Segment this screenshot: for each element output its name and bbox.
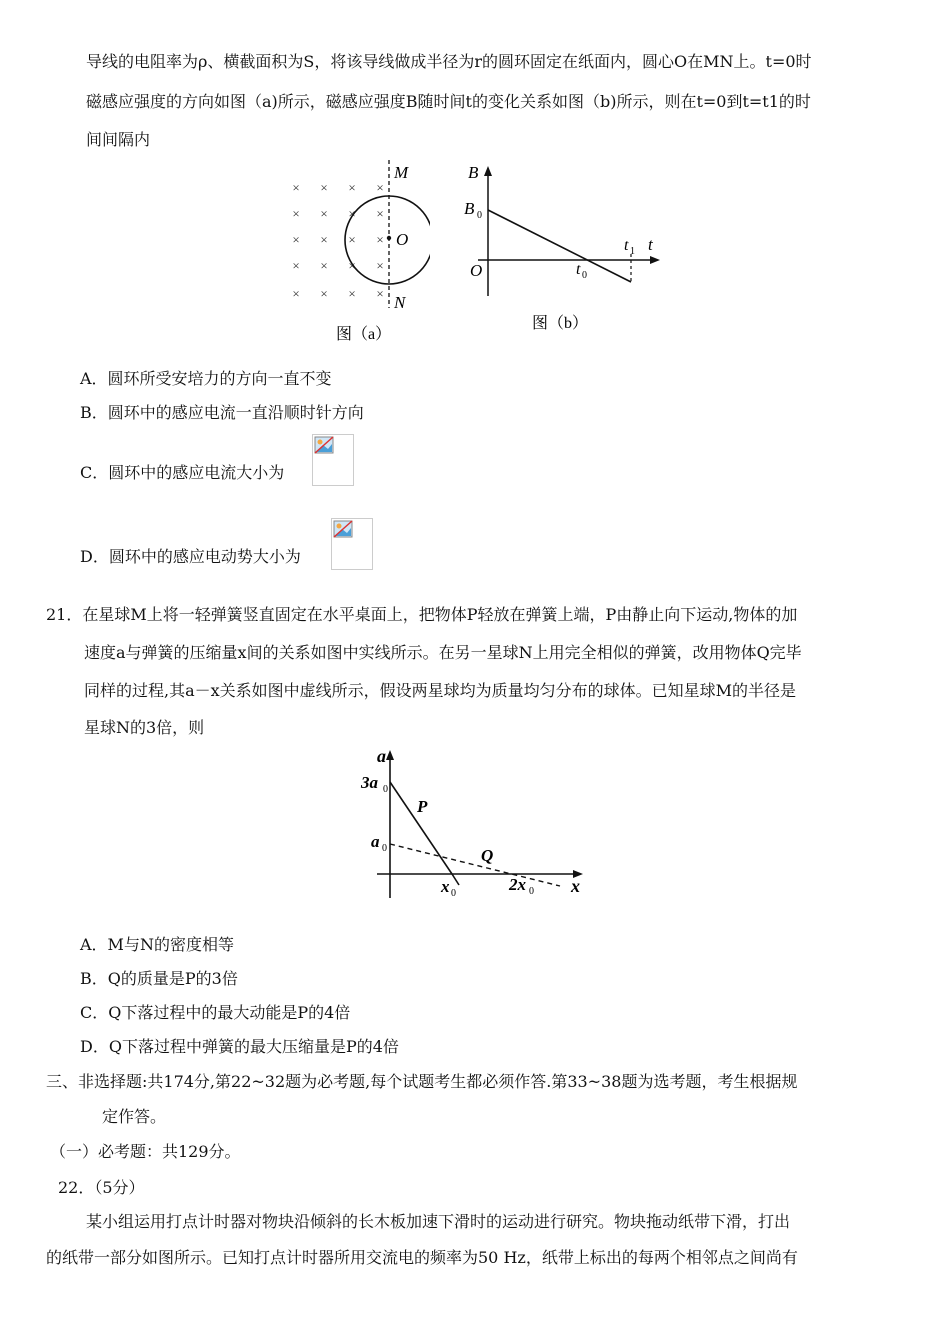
p-solid-extension bbox=[452, 874, 459, 885]
b0-sub: 0 bbox=[477, 210, 482, 221]
b-t-line bbox=[488, 210, 631, 282]
label-x0: x bbox=[441, 877, 450, 896]
q20-option-d: D．圆环中的感应电动势大小为 bbox=[80, 547, 301, 566]
figure-a-magnetic-field bbox=[280, 158, 430, 348]
section-3-subheading: （一）必考题：共129分。 bbox=[50, 1142, 241, 1161]
x-axis-arrow bbox=[650, 256, 660, 264]
field-cross: × bbox=[348, 286, 356, 301]
field-cross: × bbox=[376, 232, 384, 247]
a-x-graph bbox=[355, 740, 595, 905]
figure-b-b-t-graph bbox=[462, 158, 672, 338]
figure-a-caption: 图（a） bbox=[336, 326, 392, 343]
field-cross: × bbox=[320, 258, 328, 273]
field-cross: × bbox=[348, 180, 356, 195]
label-n: N bbox=[394, 293, 406, 312]
field-cross: × bbox=[348, 232, 356, 247]
q20-stem-line-1: 导线的电阻率为ρ、横截面积为S，将该导线做成半径为r的圆环固定在纸面内，圆心O在MN上。t=0时 bbox=[86, 52, 812, 71]
field-cross: × bbox=[292, 232, 300, 247]
q20-option-c: C．圆环中的感应电流大小为 bbox=[80, 463, 285, 482]
q21-option-d: D．Q下落过程中弹簧的最大压缩量是P的4倍 bbox=[80, 1037, 399, 1056]
b0-label: B bbox=[464, 199, 475, 218]
t1-sub: 1 bbox=[630, 246, 635, 257]
field-cross: × bbox=[320, 232, 328, 247]
field-cross: × bbox=[292, 206, 300, 221]
section-3-heading: 三、非选择题:共174分,第22~32题为必考题,每个试题考生都必须作答.第33~38题为选考题，考生根据规 bbox=[46, 1072, 798, 1091]
q21-option-b: B．Q的质量是P的3倍 bbox=[80, 969, 238, 988]
q21-stem-line-2: 速度a与弹簧的压缩量x间的关系如图中实线所示。在另一星球N上用完全相似的弹簧，改用物体Q完毕 bbox=[84, 643, 802, 662]
center-dot bbox=[387, 236, 391, 240]
t0-label: t bbox=[576, 261, 581, 278]
figure-b-caption: 图（b） bbox=[532, 315, 589, 332]
field-cross: × bbox=[292, 258, 300, 273]
label-3a0-sub: 0 bbox=[383, 784, 388, 795]
q22-line-2: 的纸带一部分如图所示。已知打点计时器所用交流电的频率为50 Hz，纸带上标出的每两个相邻点之间尚有 bbox=[46, 1248, 798, 1267]
label-2x0: 2x bbox=[509, 875, 526, 894]
field-cross: × bbox=[292, 180, 300, 195]
q21-option-c: C．Q下落过程中的最大动能是P的4倍 bbox=[80, 1003, 351, 1022]
broken-image-icon bbox=[333, 520, 353, 538]
field-cross: × bbox=[292, 286, 300, 301]
label-x0-sub: 0 bbox=[451, 888, 456, 899]
label-p: P bbox=[417, 797, 428, 816]
q21-stem-line-1: 21．在星球M上将一轻弹簧竖直固定在水平桌面上，把物体P轻放在弹簧上端，P由静止向下运动,物体的加 bbox=[46, 605, 798, 624]
q22-heading: 22．（5分） bbox=[58, 1178, 145, 1197]
q20-option-a: A．圆环所受安培力的方向一直不变 bbox=[80, 369, 332, 388]
field-cross: × bbox=[376, 286, 384, 301]
label-o: O bbox=[396, 230, 409, 249]
axis-a-label: a bbox=[377, 746, 386, 766]
field-cross: × bbox=[320, 206, 328, 221]
field-cross: × bbox=[348, 258, 356, 273]
q21-stem-line-3: 同样的过程,其a－x关系如图中虚线所示，假设两星球均为质量均匀分布的球体。已知星球M的半径是 bbox=[84, 681, 797, 700]
field-cross: × bbox=[348, 206, 356, 221]
t0-sub: 0 bbox=[582, 270, 587, 281]
field-cross: × bbox=[376, 206, 384, 221]
field-cross: × bbox=[320, 286, 328, 301]
q20-stem-line-2: 磁感应强度的方向如图（a)所示，磁感应强度B随时间t的变化关系如图（b)所示，则在t=0到t=t1的时 bbox=[86, 92, 811, 111]
q20-stem-line-3: 间间隔内 bbox=[86, 130, 151, 149]
axis-x-label: x bbox=[571, 876, 580, 896]
axis-b-label: B bbox=[468, 163, 479, 182]
broken-image-c bbox=[312, 434, 354, 486]
label-2x0-sub: 0 bbox=[529, 886, 534, 897]
section-3-heading-cont: 定作答。 bbox=[102, 1107, 167, 1126]
q22-line-1: 某小组运用打点计时器对物块沿倾斜的长木板加速下滑时的运动进行研究。物块拖动纸带下滑，打出 bbox=[86, 1212, 791, 1231]
origin-label: O bbox=[470, 261, 483, 280]
y-axis-arrow bbox=[484, 166, 492, 176]
field-cross: × bbox=[376, 258, 384, 273]
t1-label: t bbox=[624, 237, 629, 254]
label-3a0: 3a bbox=[361, 773, 378, 792]
label-a0-sub: 0 bbox=[382, 843, 387, 854]
label-q: Q bbox=[481, 846, 494, 865]
label-m: M bbox=[394, 163, 409, 182]
broken-image-icon bbox=[314, 436, 334, 454]
field-cross: × bbox=[376, 180, 384, 195]
broken-image-d bbox=[331, 518, 373, 570]
axis-t-label: t bbox=[648, 235, 653, 254]
field-cross: × bbox=[320, 180, 328, 195]
ring-circle bbox=[345, 196, 430, 284]
label-a0: a bbox=[371, 832, 380, 851]
q21-stem-line-4: 星球N的3倍，则 bbox=[84, 718, 205, 737]
p-solid-line bbox=[390, 782, 452, 874]
q21-option-a: A．M与N的密度相等 bbox=[80, 935, 234, 954]
q20-option-b: B．圆环中的感应电流一直沿顺时针方向 bbox=[80, 403, 364, 422]
a-axis-arrow bbox=[386, 750, 394, 760]
q-dashed-line bbox=[390, 844, 560, 886]
